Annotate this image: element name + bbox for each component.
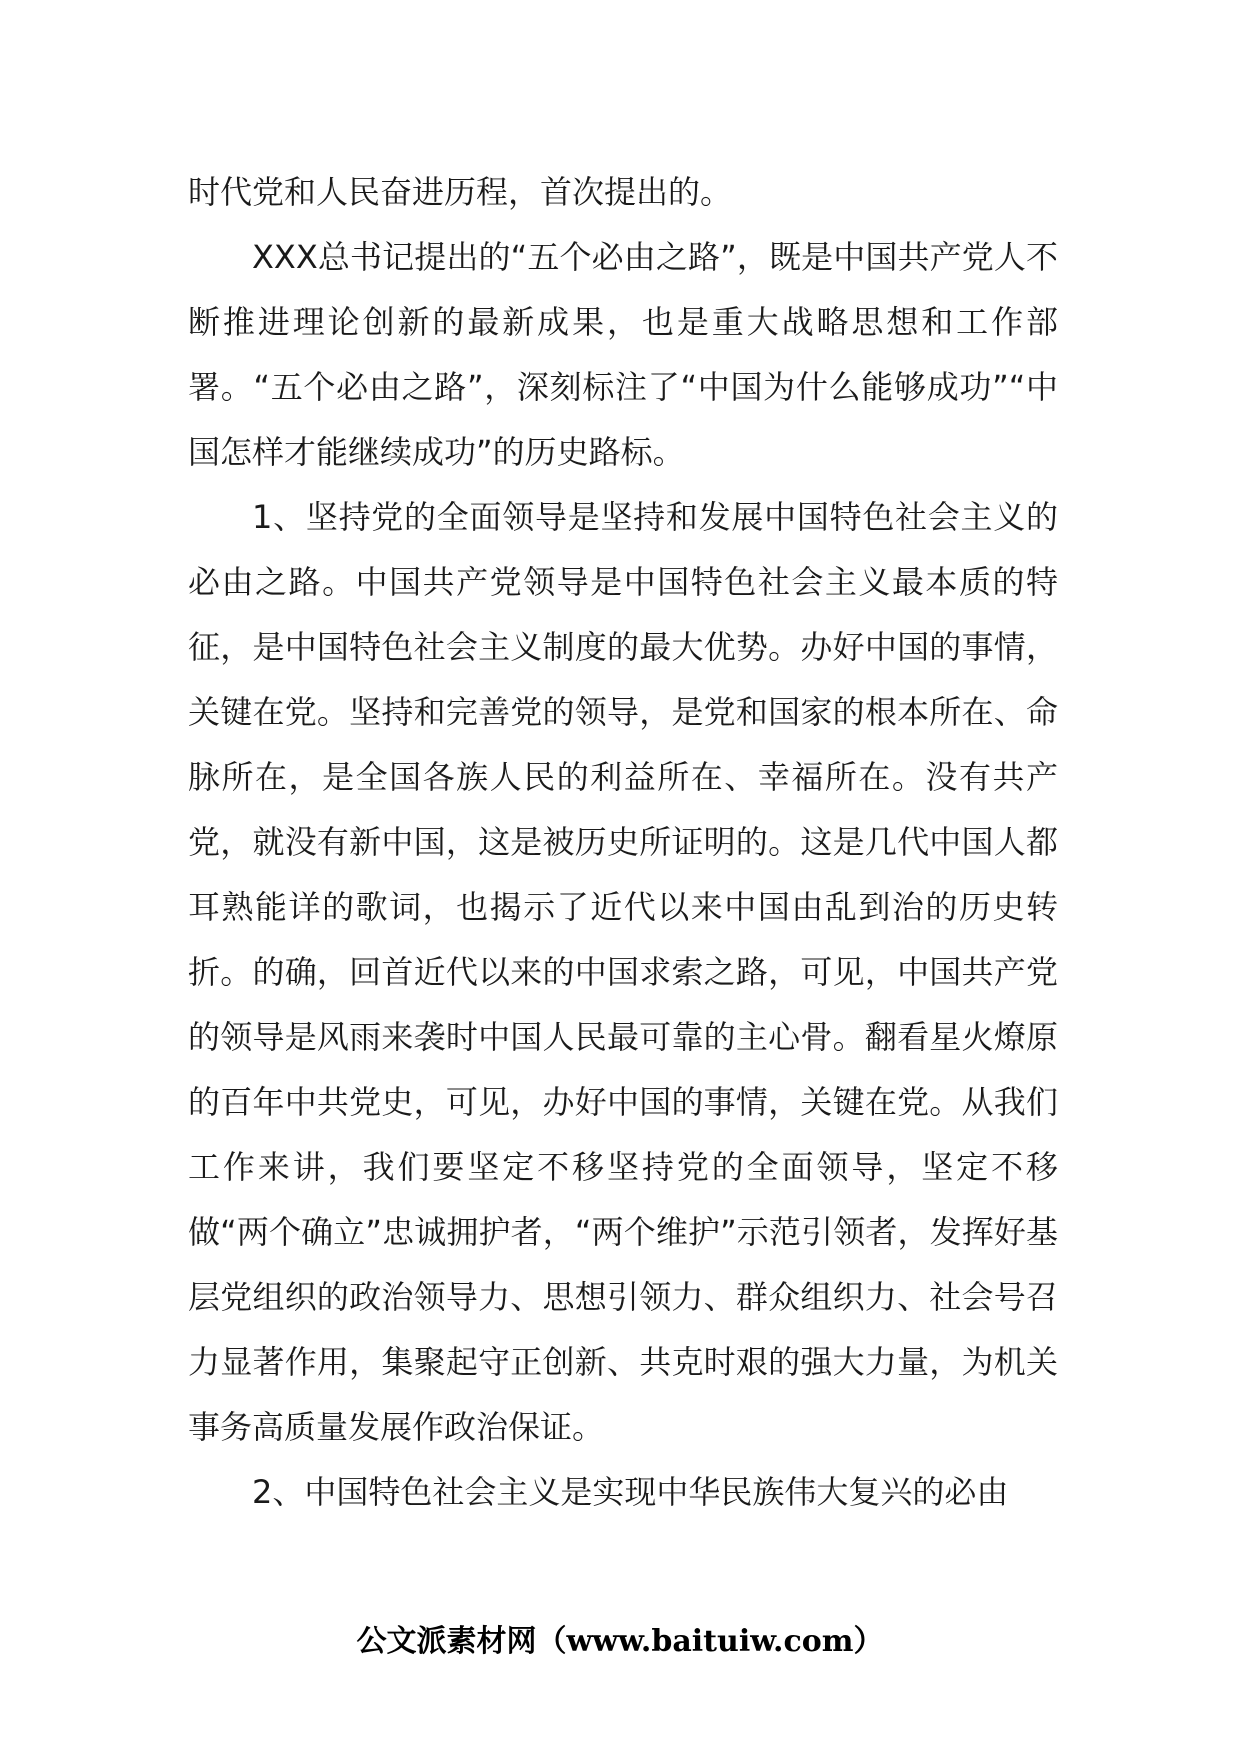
paragraph-five-paths-intro: XXX总书记提出的“五个必由之路”，既是中国共产党人不断推进理论创新的最新成果，也是重大战略思想和工作部署。“五个必由之路”，深刻标注了“中国为什么能够成功”“中国怎样才能继续成功”的历史路标。 xyxy=(188,238,1058,471)
paragraph-point-1: 1、坚持党的全面领导是坚持和发展中国特色社会主义的必由之路。中国共产党领导是中国特色社会主义最本质的特征，是中国特色社会主义制度的最大优势。办好中国的事情，关键在党。坚持和完善党的领导，是党和国家的根本所在、命脉所在，是全国各族人民的利益所在、幸福所在。没有共产党，就没有新中国，这是被历史所证明的。这是几代中国人都耳熟能详的歌词，也揭示了近代以来中国由乱到治的历史转折。的确，回首近代以来的中国求索之路，可见，中国共产党的领导是风雨来袭时中国人民最可靠的主心骨。翻看星火燎原的百年中共党史，可见，办好中国的事情，关键在党。从我们工作来讲，我们要坚定不移坚持党的全面领导，坚定不移做“两个确立”忠诚拥护者，“两个维护”示范引领者，发挥好基层党组织的政治领导力、思想引领力、群众组织力、社会号召力显著作用，集聚起守正创新、共克时艰的强大力量，为机关事务高质量发展作政治保证。 xyxy=(188,498,1058,1446)
paragraph-point-2: 2、中国特色社会主义是实现中华民族伟大复兴的必由 xyxy=(252,1473,1009,1511)
paragraph-continuation: 时代党和人民奋进历程，首次提出的。 xyxy=(188,173,733,211)
footer-watermark: 公文派素材网（www.baituiw.com） xyxy=(356,1624,884,1659)
document-body xyxy=(188,160,1058,1525)
